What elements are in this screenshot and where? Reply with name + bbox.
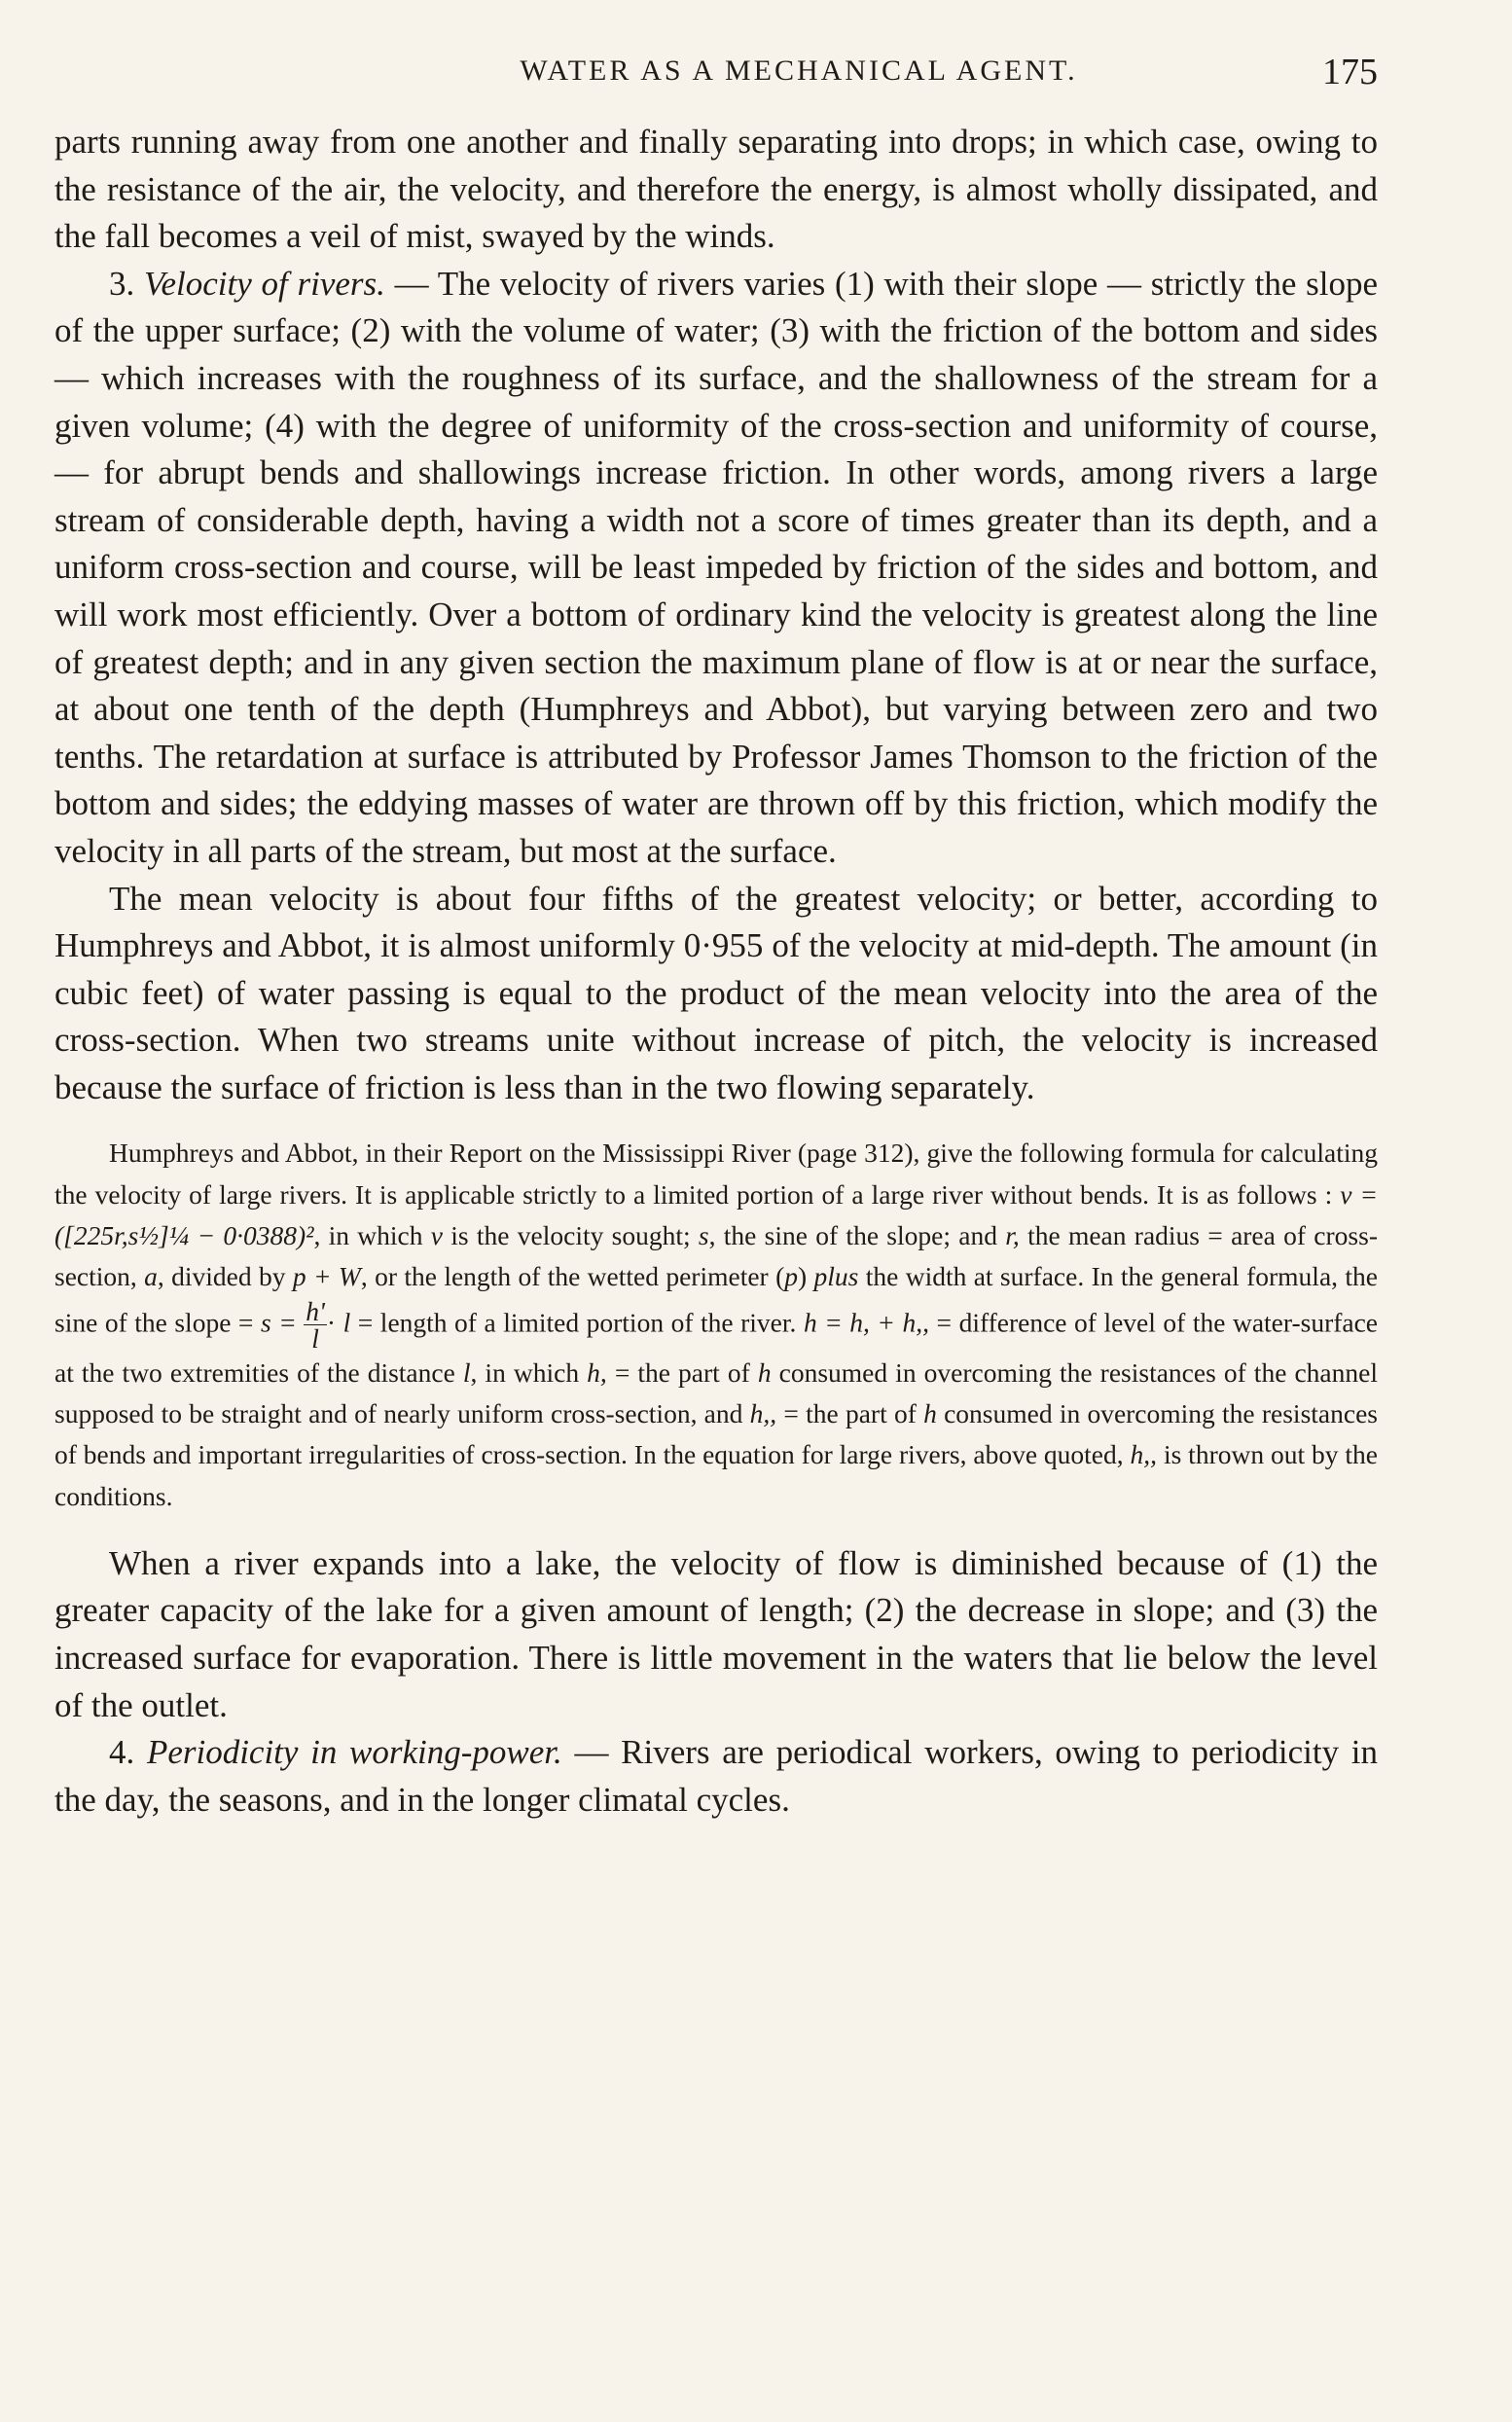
note-text: ) [798, 1261, 814, 1292]
var-v: v [430, 1220, 443, 1251]
note-text: = the part of [776, 1397, 924, 1428]
note-text: is the velocity sought; [443, 1220, 699, 1251]
var-h-single: h, [587, 1356, 607, 1388]
note-text: · [326, 1306, 343, 1337]
var-a: a [144, 1261, 158, 1292]
note-text: Humphreys and Abbot, in their Report on the Mississippi River (page 312), give the following formula for calculating the velocity of large rivers. It is applicable strictly to a limited portion of a large river without bends. It is as follows : [54, 1138, 1378, 1210]
var-s: s [698, 1220, 709, 1251]
note-text: = the part of [606, 1356, 758, 1388]
var-h: h [757, 1356, 772, 1388]
page-header [54, 51, 1378, 97]
var-h-double: h,, [749, 1397, 777, 1428]
var-h-double: h,, [1130, 1439, 1158, 1470]
fraction-numerator: h' [306, 1295, 325, 1326]
note-text: , the sine of the slope; and [708, 1220, 1006, 1251]
var-r: r, [1005, 1220, 1020, 1251]
paragraph-periodicity [54, 1729, 1378, 1824]
note-text: , or the length of the wetted perimeter ( [360, 1261, 785, 1292]
var-l: l [342, 1306, 351, 1337]
note-text: the mean radius = area of cross-section, [54, 1220, 1378, 1292]
section-number: 3. [109, 264, 144, 303]
section-body: — The velocity of rivers varies (1) with their slope — strictly the slope of the upper surface; (2) with the volume of water; (3) with the friction of the bottom and sides — which increases with the roughness of its surface, and the shallowness of the stream for a given volume; (4) with the degree of uniformity of the cross-section and uniformity of course, — for abrupt bends and shallowings increase friction. In other words, among rivers a large stream of considerable depth, having a width not a score of times greater than its depth, and a uniform cross-section and course, will be least impeded by friction of the sides and bottom, and will work most efficiently. Over a bottom of ordinary kind the velocity is greatest along the line of greatest depth; and in any given section the maximum plane of flow is at or near the surface, at about one tenth of the depth (Humphreys and Abbot), but varying between zero and two tenths. The retardation at surface is attributed by Professor James Thomson to the friction of the bottom and sides; the eddying masses of water are thrown off by this friction, which modify the velocity in all parts of the stream, but most at the surface. [54, 264, 1379, 870]
section-number: 4. [109, 1733, 147, 1772]
paragraph-continuation: parts running away from one another and finally separating into drops; in which case, owing to the resistance of the air, the velocity, and therefore the energy, is almost wholly dissipated, and the fall becomes a veil of mist, swayed by the winds. [54, 123, 1378, 256]
note-text: = difference of level of the water-surface at the two extremities of the distance [54, 1306, 1379, 1388]
slope-fraction [304, 1295, 327, 1355]
paragraph-river-into-lake: When a river expands into a lake, the velocity of flow is diminished because of (1) the greater capacity of the lake for a given amount of length; (2) the decrease in slope; and (3) the increased surface for evaporation. There is little movement in the waters that lie below the level of the outlet. [54, 1543, 1378, 1724]
note-text: = length of a limited portion of the river. [350, 1306, 804, 1337]
var-l: l [462, 1356, 471, 1388]
running-head: WATER AS A MECHANICAL AGENT. [520, 54, 1078, 87]
note-text: , divided by [157, 1261, 293, 1292]
note-text: consumed in overcoming the resistances of the channel supposed to be straight and of nearly uniform cross-section, and [54, 1356, 1378, 1428]
footnote-formula [54, 1133, 1378, 1516]
note-text: , in which [313, 1220, 431, 1251]
var-s-equals: s = [260, 1306, 297, 1337]
note-text: , in which [470, 1356, 588, 1388]
fraction-denominator: l [311, 1323, 319, 1355]
page-number: 175 [1322, 52, 1378, 92]
velocity-formula: v = ([225r,s½]¼ − 0·0388)² [54, 1178, 1378, 1251]
word-plus: plus [813, 1261, 859, 1292]
note-text: is thrown out by the conditions. [54, 1439, 1378, 1511]
var-h: h [923, 1397, 937, 1428]
paragraph-velocity-of-rivers [54, 261, 1378, 876]
section-body: — Rivers are periodical workers, owing to periodicity in the day, the seasons, and in the longer climatal cycles. [54, 1733, 1378, 1819]
note-text: consumed in overcoming the resistances of bends and important irregularities of cross-section. In the equation for large rivers, above quoted, [54, 1397, 1378, 1470]
var-p-plus-w: p + W [292, 1261, 361, 1292]
var-h-equation: h = h, + h,, [803, 1306, 930, 1337]
note-text: the width at surface. In the general formula, the sine of the slope = [54, 1261, 1378, 1337]
section-title: Periodicity in working-power. [146, 1733, 562, 1772]
section-title: Velocity of rivers. [144, 264, 385, 303]
paragraph-mean-velocity: The mean velocity is about four fifths of the greatest velocity; or better, according to Humphreys and Abbot, it is almost uniformly 0·955 of the velocity at mid-depth. The amount (in cubic feet) of water passing is equal to the product of the mean velocity into the area of the cross-section. When two streams unite without increase of pitch, the velocity is increased because the surface of friction is less than in the two flowing separately. [54, 879, 1378, 1106]
var-p: p [784, 1261, 798, 1292]
